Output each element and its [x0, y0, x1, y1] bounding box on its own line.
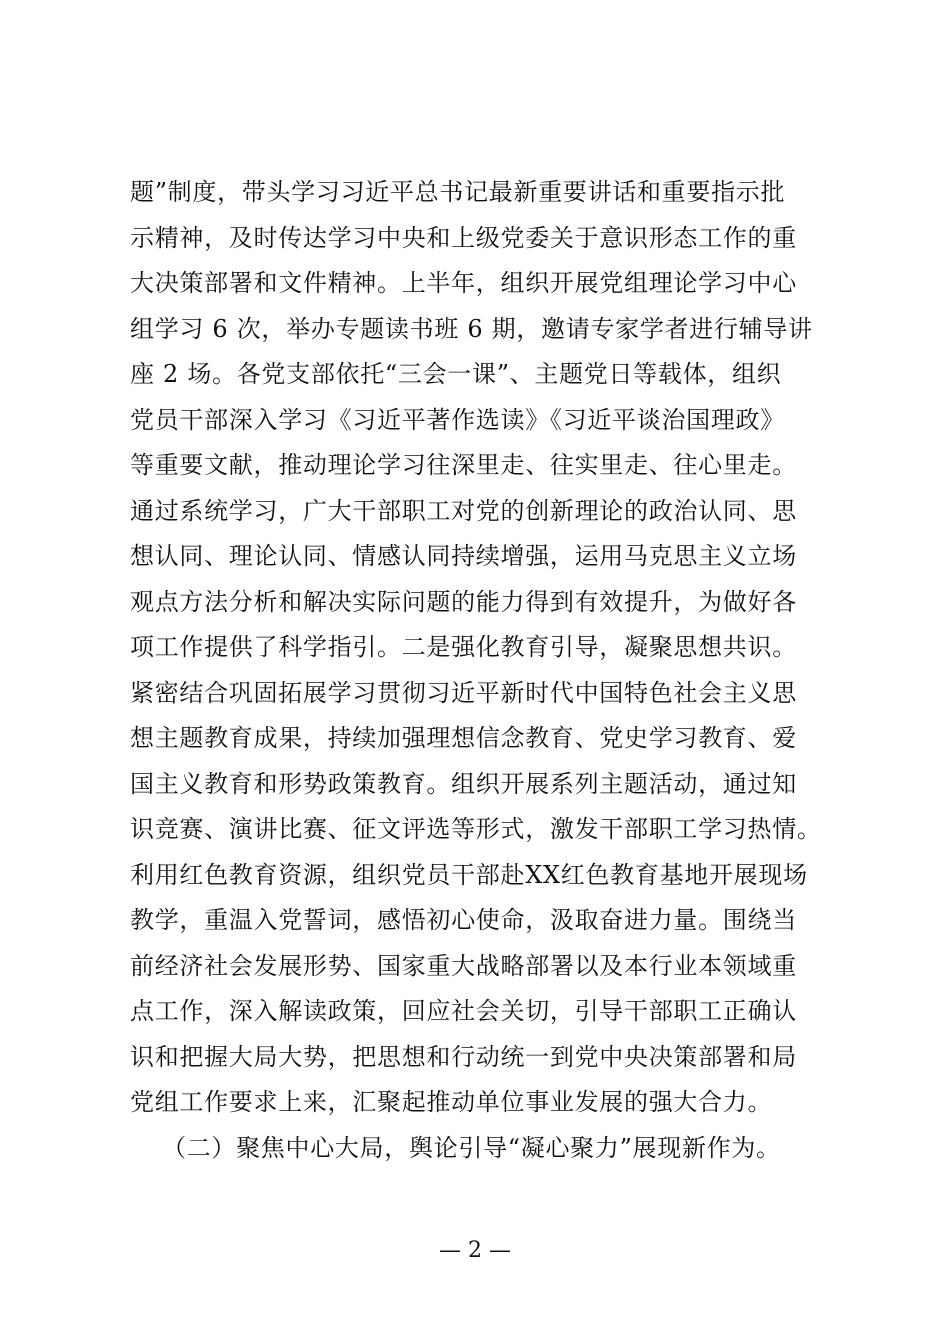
- body-line: 想主题教育成果，持续加强理想信念教育、党史学习教育、爱: [130, 724, 797, 752]
- document-body: [130, 174, 850, 1175]
- section-heading: （二）聚焦中心大局，舆论引导“凝心聚力”展现新作为。: [162, 1133, 781, 1162]
- body-line: 国主义教育和形势政策教育。组织开展系列主题活动，通过知: [130, 769, 797, 798]
- body-line: 通过系统学习，广大干部职工对党的创新理论的政治认同、思: [130, 496, 797, 525]
- body-line: 座 2 场。各党支部依托“三会一课”、主题党日等载体，组织: [130, 360, 782, 388]
- body-line: 识竞赛、演讲比赛、征文评选等形式，激发干部职工学习热情。: [130, 815, 822, 843]
- body-line: 教学，重温入党誓词，感悟初心使命，汲取奋进力量。围绕当: [130, 906, 797, 934]
- body-line: 示精神，及时传达学习中央和上级党委关于意识形态工作的重: [130, 223, 797, 252]
- body-line: 党员干部深入学习《习近平著作选读》《习近平谈治国理政》: [130, 405, 785, 434]
- body-line: 党组工作要求上来，汇聚起推动单位事业发展的强大合力。: [130, 1088, 773, 1116]
- body-line: 想认同、理论认同、情感认同持续增强，运用马克思主义立场: [130, 542, 797, 570]
- body-line: 观点方法分析和解决实际问题的能力得到有效提升，为做好各: [130, 587, 797, 616]
- body-line: 大决策部署和文件精神。上半年，组织开展党组理论学习中心: [130, 269, 797, 297]
- body-line: 项工作提供了科学指引。二是强化教育引导，凝聚思想共识。: [130, 633, 797, 661]
- body-line: 利用红色教育资源，组织党员干部赴XX红色教育基地开展现场: [130, 860, 808, 889]
- body-line: 前经济社会发展形势、国家重大战略部署以及本行业本领域重: [130, 951, 797, 980]
- body-line: 识和把握大局大势，把思想和行动统一到党中央决策部署和局: [130, 1042, 797, 1071]
- body-line: 题”制度，带头学习习近平总书记最新重要讲话和重要指示批: [130, 178, 786, 206]
- body-line: 组学习 6 次，举办专题读书班 6 期，邀请专家学者进行辅导讲: [130, 314, 813, 343]
- body-line: 等重要文献，推动理论学习往深里走、往实里走、往心里走。: [130, 451, 797, 479]
- body-line: 紧密结合巩固拓展学习贯彻习近平新时代中国特色社会主义思: [130, 678, 797, 707]
- page-number: — 2 —: [439, 1238, 511, 1263]
- body-line: 点工作，深入解读政策，回应社会关切，引导干部职工正确认: [130, 997, 797, 1025]
